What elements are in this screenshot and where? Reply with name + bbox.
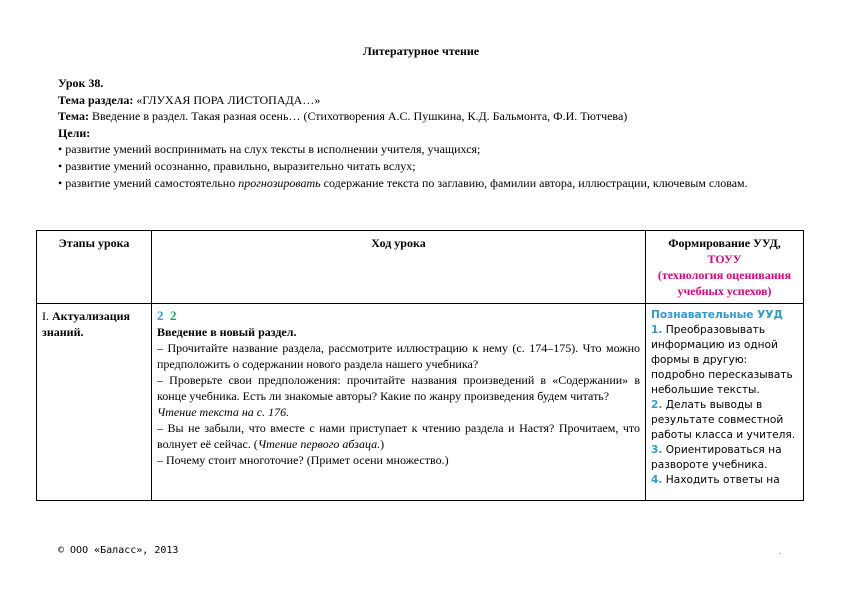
uud-item-2 <box>651 398 798 443</box>
course-line-4-italic: Чтение первого абзаца. <box>257 437 381 451</box>
lesson-number: Урок 38. <box>58 76 104 90</box>
stage-prefix: I. <box>42 309 52 323</box>
table-row <box>37 304 804 501</box>
uud-item-3-text: Ориентироваться на развороте учебника. <box>651 444 782 471</box>
uud-item-4-num: 4. <box>651 474 663 486</box>
table-header-row <box>37 231 804 304</box>
page-mark: . <box>779 546 782 556</box>
footer-copyright: © ООО «Баласс», 2013 <box>58 545 179 556</box>
goals-label: Цели: <box>58 125 91 140</box>
course-line-4-end: ) <box>380 437 385 451</box>
uud-item-1 <box>651 323 798 398</box>
goal-item-3-text: • развитие умений самостоятельно <box>58 175 239 190</box>
score-number-2: 2 <box>170 308 177 323</box>
course-line-1: – Прочитайте название раздела, рассмотрите иллюстрацию к нему (с. 174–175). Что можно предположить о содержании нового раздела нашего учебника? <box>157 341 640 371</box>
course-intro: Введение в новый раздел. <box>157 325 297 339</box>
uud-item-4 <box>651 473 798 488</box>
col-stages-header: Этапы урока <box>37 231 152 304</box>
stage-cell <box>37 304 152 501</box>
uud-cell <box>646 304 804 501</box>
score-number-1: 2 <box>157 308 164 323</box>
course-line-4 <box>157 420 640 452</box>
goal-item-2: • развитие умений осознанно, правильно, выразительно читать вслух; <box>58 158 416 173</box>
score-numbers <box>157 308 640 324</box>
uud-title: Познавательные УУД <box>651 309 783 321</box>
uud-item-2-text: Делать выводы в результате совместной работы класса и учителя. <box>651 399 796 441</box>
goal-item-1: • развитие умений воспринимать на слух тексты в исполнении учителя, учащихся; <box>58 142 481 157</box>
goal-item-3 <box>58 175 788 192</box>
uud-header-title: Формирование УУД, <box>668 236 781 250</box>
lesson-header <box>58 75 788 191</box>
topic-label: Тема: <box>58 109 89 124</box>
course-line-5: – Почему стоит многоточие? (Примет осени множество.) <box>157 453 449 467</box>
lesson-table <box>36 230 804 501</box>
uud-header-subtitle: (технология оценивания учебных успехов) <box>657 268 792 298</box>
uud-item-1-num: 1. <box>651 324 663 336</box>
section-label: Тема раздела: <box>58 92 134 107</box>
uud-item-1-text: Преобразовывать информацию из одной формы в другую: подробно пересказывать небольшие тексты. <box>651 324 793 396</box>
goal-item-3-text-end: содержание текста по заглавию, фамилии автора, иллюстрации, ключевым словам. <box>320 175 748 190</box>
course-line-3: Чтение текста на с. 176. <box>157 405 290 419</box>
topic-value: Введение в раздел. Такая разная осень… (Стихотворения А.С. Пушкина, К.Д. Бальмонта, Ф.И. Тютчева) <box>88 109 628 124</box>
uud-item-2-num: 2. <box>651 399 663 411</box>
col-uud-header <box>646 231 804 304</box>
course-cell <box>152 304 646 501</box>
topic-line <box>58 108 788 125</box>
course-line-2: – Проверьте свои предположения: прочитайте названия произведений в «Содержании» в конце учебника. Есть ли знакомые авторы? Какие по жанру произведения будем читать? <box>157 373 640 403</box>
document-title: Литературное чтение <box>362 44 480 58</box>
uud-item-3-num: 3. <box>651 444 663 456</box>
uud-item-3 <box>651 443 798 473</box>
goal-item-3-italic: прогнозировать <box>238 175 321 190</box>
stage-name: Актуализация знаний. <box>42 309 131 339</box>
section-line <box>58 92 788 109</box>
section-value: «ГЛУХАЯ ПОРА ЛИСТОПАДА…» <box>133 92 321 107</box>
col-course-header: Ход урока <box>152 231 646 304</box>
uud-item-4-text: Находить ответы на <box>662 474 780 486</box>
uud-header-highlight: ТОУУ <box>707 252 742 266</box>
course-line-4-text: – Вы не забыли, что вместе с нами приступает к чтению раздела и Настя? Прочитаем, что волнует её сейчас. ( <box>157 421 640 451</box>
